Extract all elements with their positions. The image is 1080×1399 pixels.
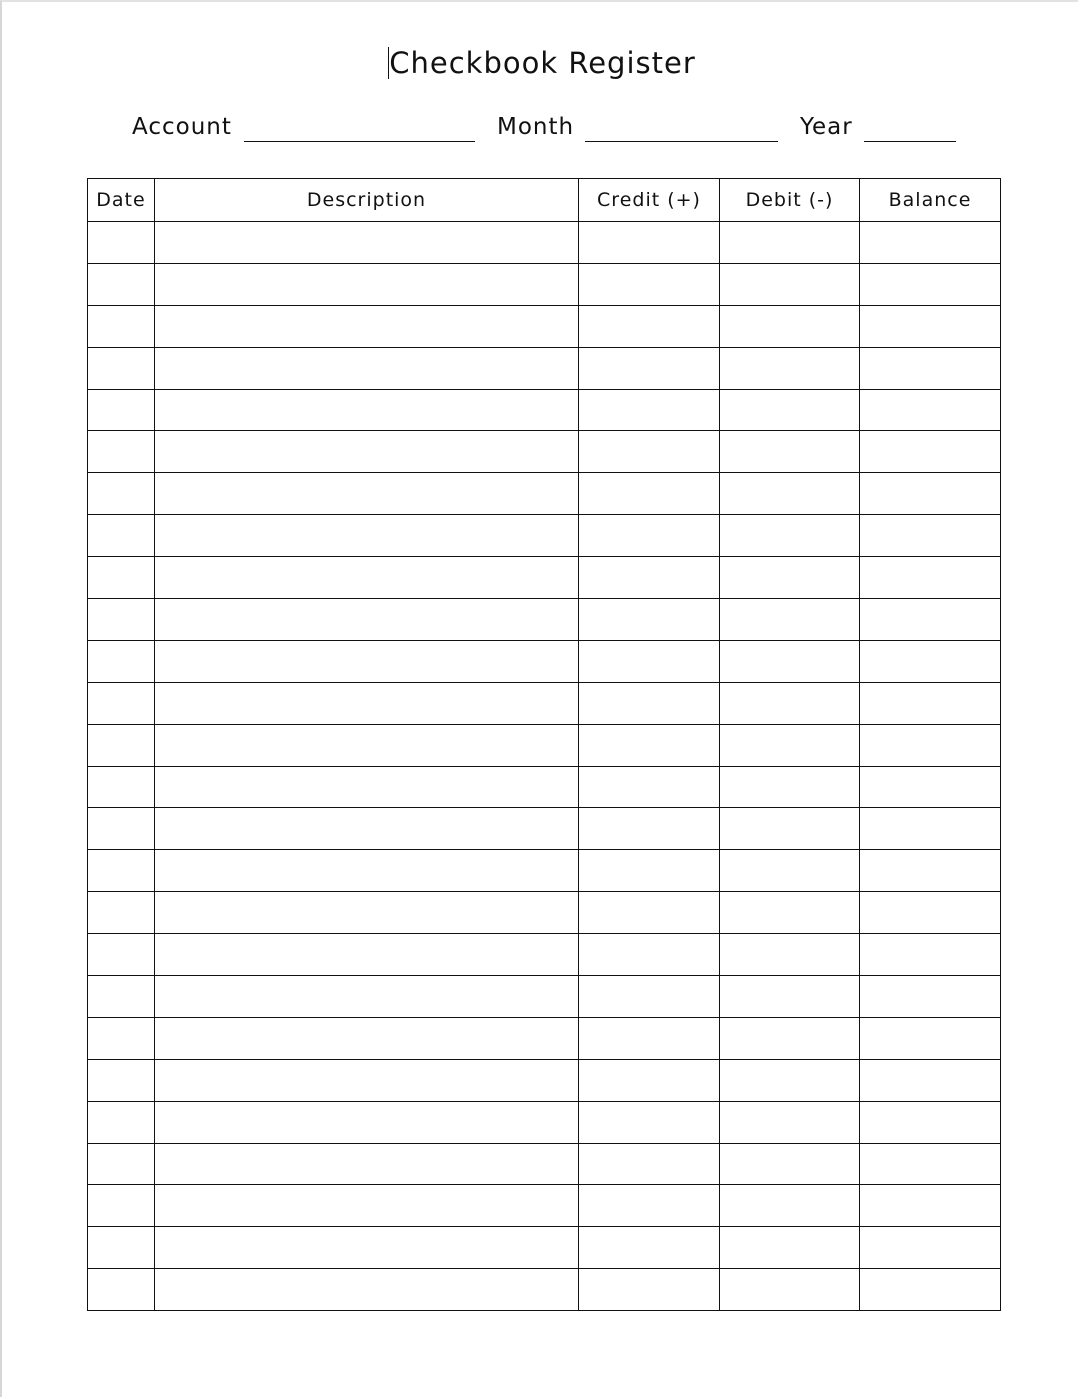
date-cell[interactable] — [88, 1101, 155, 1143]
debit-cell[interactable] — [720, 305, 860, 347]
description-cell[interactable] — [155, 682, 579, 724]
table-row — [88, 557, 1001, 599]
table-row — [88, 808, 1001, 850]
table-row — [88, 599, 1001, 641]
description-cell[interactable] — [155, 473, 579, 515]
description-cell[interactable] — [155, 724, 579, 766]
balance-cell[interactable] — [860, 892, 1001, 934]
date-cell[interactable] — [88, 976, 155, 1018]
description-cell[interactable] — [155, 263, 579, 305]
credit-cell[interactable] — [579, 850, 720, 892]
debit-cell[interactable] — [720, 1185, 860, 1227]
debit-cell[interactable] — [720, 431, 860, 473]
credit-cell[interactable] — [579, 1227, 720, 1269]
table-row — [88, 263, 1001, 305]
balance-cell[interactable] — [860, 766, 1001, 808]
date-cell[interactable] — [88, 640, 155, 682]
description-cell[interactable] — [155, 431, 579, 473]
credit-cell[interactable] — [579, 1059, 720, 1101]
debit-cell[interactable] — [720, 515, 860, 557]
debit-cell[interactable] — [720, 263, 860, 305]
balance-cell[interactable] — [860, 431, 1001, 473]
description-cell[interactable] — [155, 1185, 579, 1227]
credit-cell[interactable] — [579, 431, 720, 473]
debit-cell[interactable] — [720, 1227, 860, 1269]
debit-cell[interactable] — [720, 640, 860, 682]
credit-cell[interactable] — [579, 473, 720, 515]
balance-cell[interactable] — [860, 934, 1001, 976]
credit-cell[interactable] — [579, 976, 720, 1018]
date-cell[interactable] — [88, 305, 155, 347]
balance-cell[interactable] — [860, 1143, 1001, 1185]
credit-cell[interactable] — [579, 222, 720, 264]
description-cell[interactable] — [155, 222, 579, 264]
table-row — [88, 724, 1001, 766]
description-cell[interactable] — [155, 808, 579, 850]
table-row — [88, 1269, 1001, 1311]
debit-cell[interactable] — [720, 599, 860, 641]
debit-cell[interactable] — [720, 1269, 860, 1311]
description-cell[interactable] — [155, 347, 579, 389]
table-row — [88, 1143, 1001, 1185]
debit-cell[interactable] — [720, 1101, 860, 1143]
register-rows — [88, 222, 1001, 1311]
date-cell[interactable] — [88, 1269, 155, 1311]
table-row — [88, 976, 1001, 1018]
credit-cell[interactable] — [579, 892, 720, 934]
description-cell[interactable] — [155, 640, 579, 682]
description-cell[interactable] — [155, 1227, 579, 1269]
credit-cell[interactable] — [579, 640, 720, 682]
table-row — [88, 850, 1001, 892]
date-cell[interactable] — [88, 389, 155, 431]
balance-cell[interactable] — [860, 1101, 1001, 1143]
balance-cell[interactable] — [860, 557, 1001, 599]
balance-cell[interactable] — [860, 1227, 1001, 1269]
month-label: Month — [497, 114, 575, 140]
column-header-description: Description — [155, 179, 579, 222]
balance-cell[interactable] — [860, 682, 1001, 724]
date-cell[interactable] — [88, 347, 155, 389]
date-cell[interactable] — [88, 263, 155, 305]
page-title-text: Checkbook Register — [389, 46, 696, 80]
balance-cell[interactable] — [860, 515, 1001, 557]
description-cell[interactable] — [155, 599, 579, 641]
description-cell[interactable] — [155, 1101, 579, 1143]
month-field[interactable] — [585, 141, 778, 142]
page-title — [2, 46, 1080, 80]
description-cell[interactable] — [155, 305, 579, 347]
balance-cell[interactable] — [860, 724, 1001, 766]
debit-cell[interactable] — [720, 1017, 860, 1059]
account-label: Account — [132, 114, 232, 140]
column-header-debit: Debit (-) — [720, 179, 860, 222]
balance-cell[interactable] — [860, 1269, 1001, 1311]
debit-cell[interactable] — [720, 1143, 860, 1185]
balance-cell[interactable] — [860, 305, 1001, 347]
credit-cell[interactable] — [579, 305, 720, 347]
credit-cell[interactable] — [579, 1101, 720, 1143]
description-cell[interactable] — [155, 515, 579, 557]
description-cell[interactable] — [155, 766, 579, 808]
date-cell[interactable] — [88, 934, 155, 976]
credit-cell[interactable] — [579, 724, 720, 766]
table-row — [88, 1227, 1001, 1269]
description-cell[interactable] — [155, 557, 579, 599]
date-cell[interactable] — [88, 473, 155, 515]
table-row — [88, 766, 1001, 808]
table-row — [88, 1185, 1001, 1227]
balance-cell[interactable] — [860, 1017, 1001, 1059]
date-cell[interactable] — [88, 1059, 155, 1101]
date-cell[interactable] — [88, 557, 155, 599]
balance-cell[interactable] — [860, 263, 1001, 305]
date-cell[interactable] — [88, 599, 155, 641]
date-cell[interactable] — [88, 222, 155, 264]
date-cell[interactable] — [88, 515, 155, 557]
balance-cell[interactable] — [860, 808, 1001, 850]
credit-cell[interactable] — [579, 389, 720, 431]
column-header-date: Date — [88, 179, 155, 222]
table-row — [88, 1017, 1001, 1059]
credit-cell[interactable] — [579, 934, 720, 976]
credit-cell[interactable] — [579, 557, 720, 599]
table-header-row — [88, 179, 1001, 222]
description-cell[interactable] — [155, 1143, 579, 1185]
credit-cell[interactable] — [579, 766, 720, 808]
description-cell[interactable] — [155, 850, 579, 892]
date-cell[interactable] — [88, 1143, 155, 1185]
debit-cell[interactable] — [720, 976, 860, 1018]
date-cell[interactable] — [88, 1227, 155, 1269]
debit-cell[interactable] — [720, 850, 860, 892]
table-row — [88, 1059, 1001, 1101]
date-cell[interactable] — [88, 1017, 155, 1059]
table-row — [88, 682, 1001, 724]
register-table — [87, 178, 1001, 1311]
debit-cell[interactable] — [720, 557, 860, 599]
year-label: Year — [800, 114, 853, 140]
credit-cell[interactable] — [579, 599, 720, 641]
date-cell[interactable] — [88, 1185, 155, 1227]
date-cell[interactable] — [88, 724, 155, 766]
balance-cell[interactable] — [860, 222, 1001, 264]
debit-cell[interactable] — [720, 892, 860, 934]
table-row — [88, 473, 1001, 515]
table-row — [88, 347, 1001, 389]
table-row — [88, 934, 1001, 976]
year-field[interactable] — [864, 141, 956, 142]
date-cell[interactable] — [88, 808, 155, 850]
description-cell[interactable] — [155, 976, 579, 1018]
column-header-balance: Balance — [860, 179, 1001, 222]
balance-cell[interactable] — [860, 1185, 1001, 1227]
table-row — [88, 389, 1001, 431]
account-field[interactable] — [244, 141, 475, 142]
balance-cell[interactable] — [860, 389, 1001, 431]
date-cell[interactable] — [88, 431, 155, 473]
credit-cell[interactable] — [579, 347, 720, 389]
debit-cell[interactable] — [720, 766, 860, 808]
credit-cell[interactable] — [579, 682, 720, 724]
debit-cell[interactable] — [720, 389, 860, 431]
credit-cell[interactable] — [579, 263, 720, 305]
debit-cell[interactable] — [720, 1059, 860, 1101]
debit-cell[interactable] — [720, 473, 860, 515]
table-row — [88, 305, 1001, 347]
table-row — [88, 892, 1001, 934]
balance-cell[interactable] — [860, 473, 1001, 515]
date-cell[interactable] — [88, 682, 155, 724]
date-cell[interactable] — [88, 850, 155, 892]
credit-cell[interactable] — [579, 1017, 720, 1059]
credit-cell[interactable] — [579, 515, 720, 557]
credit-cell[interactable] — [579, 1143, 720, 1185]
debit-cell[interactable] — [720, 934, 860, 976]
table-row — [88, 1101, 1001, 1143]
credit-cell[interactable] — [579, 1185, 720, 1227]
table-row — [88, 640, 1001, 682]
date-cell[interactable] — [88, 766, 155, 808]
balance-cell[interactable] — [860, 850, 1001, 892]
balance-cell[interactable] — [860, 640, 1001, 682]
balance-cell[interactable] — [860, 976, 1001, 1018]
header-fields — [2, 114, 1080, 148]
description-cell[interactable] — [155, 1269, 579, 1311]
debit-cell[interactable] — [720, 808, 860, 850]
table-row — [88, 431, 1001, 473]
balance-cell[interactable] — [860, 599, 1001, 641]
credit-cell[interactable] — [579, 1269, 720, 1311]
description-cell[interactable] — [155, 1017, 579, 1059]
balance-cell[interactable] — [860, 1059, 1001, 1101]
debit-cell[interactable] — [720, 347, 860, 389]
date-cell[interactable] — [88, 892, 155, 934]
debit-cell[interactable] — [720, 682, 860, 724]
description-cell[interactable] — [155, 389, 579, 431]
description-cell[interactable] — [155, 892, 579, 934]
balance-cell[interactable] — [860, 347, 1001, 389]
credit-cell[interactable] — [579, 808, 720, 850]
table-row — [88, 515, 1001, 557]
table-row — [88, 222, 1001, 264]
debit-cell[interactable] — [720, 222, 860, 264]
description-cell[interactable] — [155, 934, 579, 976]
debit-cell[interactable] — [720, 724, 860, 766]
column-header-credit: Credit (+) — [579, 179, 720, 222]
description-cell[interactable] — [155, 1059, 579, 1101]
